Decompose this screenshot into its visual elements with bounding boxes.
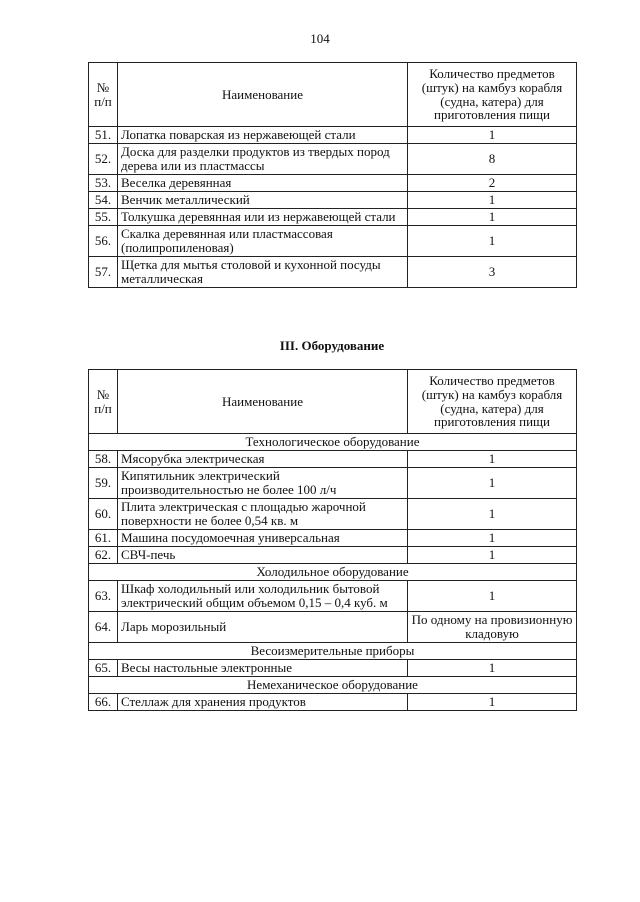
row-name: Весы настольные электронные [118,660,408,677]
row-name: Венчик металлический [118,192,408,209]
table-row [89,226,577,257]
table-row [89,144,577,175]
row-number: 52. [89,144,118,175]
row-name: Ларь морозильный [118,612,408,643]
row-name: Лопатка поварская из нержавеющей стали [118,127,408,144]
table-row [89,209,577,226]
row-number: 55. [89,209,118,226]
header-name: Наименование [118,370,408,434]
row-quantity: 1 [408,451,577,468]
row-quantity: 1 [408,547,577,564]
table-row [89,530,577,547]
row-name: Стеллаж для хранения продуктов [118,694,408,711]
equipment-table [88,369,577,711]
row-name: Доска для разделки продуктов из твердых пород дерева или из пластмассы [118,144,408,175]
row-name: Машина посудомоечная универсальная [118,530,408,547]
row-name: Толкушка деревянная или из нержавеющей стали [118,209,408,226]
header-quantity: Количество предметов (штук) на камбуз корабля (судна, катера) для приготовления пищи [408,370,577,434]
table-row [89,257,577,288]
header-number: № п/п [89,370,118,434]
row-quantity: 1 [408,530,577,547]
row-number: 56. [89,226,118,257]
page-number: 104 [310,31,330,46]
row-number: 53. [89,175,118,192]
row-quantity: 1 [408,581,577,612]
table-row [89,175,577,192]
table-row [89,660,577,677]
table-row [89,499,577,530]
group-title: Технологическое оборудование [89,434,577,451]
row-quantity: 1 [408,226,577,257]
row-name: Мясорубка электрическая [118,451,408,468]
row-number: 51. [89,127,118,144]
row-number: 54. [89,192,118,209]
table-row [89,451,577,468]
row-number: 64. [89,612,118,643]
group-title: Весоизмерительные приборы [89,643,577,660]
row-number: 60. [89,499,118,530]
row-name: Щетка для мытья столовой и кухонной посуды металлическая [118,257,408,288]
group-header [89,434,577,451]
row-quantity: 8 [408,144,577,175]
header-name: Наименование [118,63,408,127]
row-quantity: 3 [408,257,577,288]
utensils-table [88,62,577,288]
row-number: 65. [89,660,118,677]
row-name: Веселка деревянная [118,175,408,192]
table-row [89,694,577,711]
row-number: 62. [89,547,118,564]
row-quantity: 1 [408,660,577,677]
row-number: 66. [89,694,118,711]
row-number: 57. [89,257,118,288]
table-header-row [89,63,577,127]
group-title: Холодильное оборудование [89,564,577,581]
table-row [89,581,577,612]
group-header [89,677,577,694]
row-number: 59. [89,468,118,499]
table-row [89,468,577,499]
row-name: Кипятильник электрический производительностью не более 100 л/ч [118,468,408,499]
row-quantity: 2 [408,175,577,192]
row-name: Шкаф холодильный или холодильник бытовой электрический общим объемом 0,15 – 0,4 куб. м [118,581,408,612]
row-quantity: 1 [408,694,577,711]
group-header [89,564,577,581]
header-number: № п/п [89,63,118,127]
row-name: Скалка деревянная или пластмассовая (полипропиленовая) [118,226,408,257]
section-title: III. Оборудование [279,338,385,353]
header-quantity: Количество предметов (штук) на камбуз корабля (судна, катера) для приготовления пищи [408,63,577,127]
row-quantity: 1 [408,127,577,144]
table-row [89,547,577,564]
row-number: 61. [89,530,118,547]
table-header-row [89,370,577,434]
row-number: 58. [89,451,118,468]
table-row [89,127,577,144]
row-number: 63. [89,581,118,612]
row-quantity: 1 [408,192,577,209]
group-title: Немеханическое оборудование [89,677,577,694]
group-header [89,643,577,660]
row-quantity: 1 [408,468,577,499]
table-row [89,192,577,209]
row-quantity: По одному на провизионную кладовую [408,612,577,643]
table-row [89,612,577,643]
row-quantity: 1 [408,499,577,530]
row-name: СВЧ-печь [118,547,408,564]
row-name: Плита электрическая с площадью жарочной поверхности не более 0,54 кв. м [118,499,408,530]
row-quantity: 1 [408,209,577,226]
